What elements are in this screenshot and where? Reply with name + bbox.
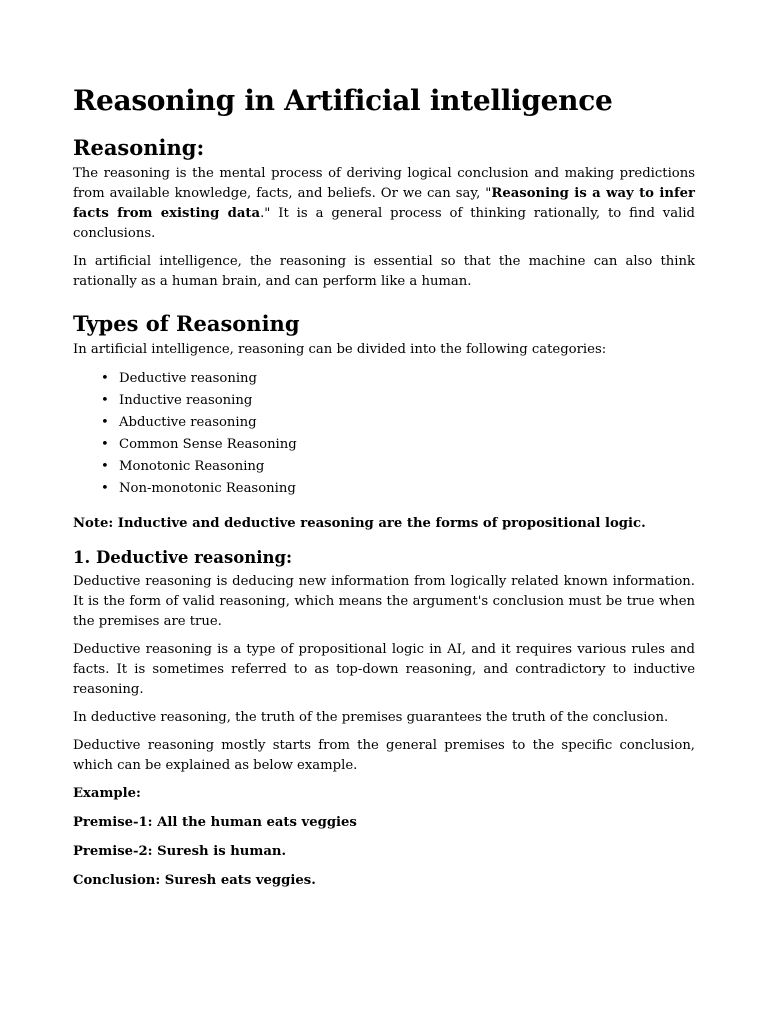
reasoning-types-list xyxy=(73,368,695,500)
list-item: • Deductive reasoning xyxy=(119,368,695,390)
paragraph-text: The reasoning is the mental process of deriving logical conclusion and making predictions from available knowledge, facts, and beliefs. Or we can say, " xyxy=(73,166,695,201)
page-title: Reasoning in Artificial intelligence xyxy=(73,84,613,117)
section-heading-types: Types of Reasoning xyxy=(73,311,300,336)
paragraph-deductive-1: Deductive reasoning is deducing new information from logically related known information. It is the form of valid reasoning, which means the argument's conclusion must be true when the premises are true. xyxy=(73,574,695,629)
note-line: Note: Inductive and deductive reasoning are the forms of propositional logic. xyxy=(73,516,646,531)
premise-1: Premise-1: All the human eats veggies xyxy=(73,815,357,830)
paragraph-deductive-2: Deductive reasoning is a type of propositional logic in AI, and it requires various rules and facts. It is sometimes referred to as top-down reasoning, and contradictory to inductive reasoning. xyxy=(73,642,695,697)
paragraph-reasoning-ai: In artificial intelligence, the reasoning is essential so that the machine can also think rationally as a human brain, and can perform like a human. xyxy=(73,254,695,289)
list-item: • Abductive reasoning xyxy=(119,412,695,434)
section-heading-deductive: 1. Deductive reasoning: xyxy=(73,548,293,567)
paragraph-deductive-4: Deductive reasoning mostly starts from the general premises to the specific conclusion, which can be explained as below example. xyxy=(73,738,695,773)
bold-definition: Reasoning is a way to infer facts from existing data xyxy=(73,186,695,221)
paragraph-deductive-3: In deductive reasoning, the truth of the premises guarantees the truth of the conclusion. xyxy=(73,710,669,725)
premise-2: Premise-2: Suresh is human. xyxy=(73,844,287,859)
list-item: • Monotonic Reasoning xyxy=(119,456,695,478)
paragraph-types-intro: In artificial intelligence, reasoning can be divided into the following categories: xyxy=(73,342,607,357)
section-heading-reasoning: Reasoning: xyxy=(73,135,205,160)
paragraph-reasoning-definition xyxy=(73,164,695,244)
list-item: • Non-monotonic Reasoning xyxy=(119,478,695,500)
conclusion: Conclusion: Suresh eats veggies. xyxy=(73,873,316,888)
example-label: Example: xyxy=(73,786,141,801)
paragraph-text: ." It is a general process of thinking rationally, to find valid conclusions. xyxy=(73,206,695,241)
list-item: • Inductive reasoning xyxy=(119,390,695,412)
list-item: • Common Sense Reasoning xyxy=(119,434,695,456)
